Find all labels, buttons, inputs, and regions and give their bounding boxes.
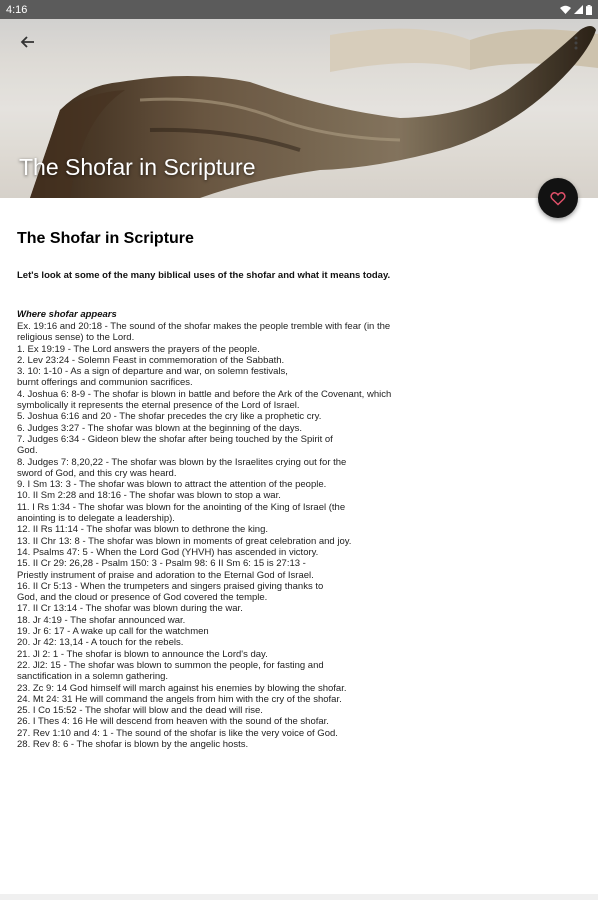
verse-line: God, and the cloud or presence of God covered the temple. <box>17 592 268 604</box>
verse-line: 15. II Cr 29: 26,28 - Psalm 150: 3 - Psalm 98: 6 II Sm 6: 15 is 27:13 - <box>17 558 306 570</box>
verse-line: 8. Judges 7: 8,20,22 - The shofar was blown by the Israelites crying out for the <box>17 456 347 468</box>
verse-line: 5. Joshua 6:16 and 20 - The shofar precedes the cry like a prophetic cry. <box>17 411 322 423</box>
verse-line: 24. Mt 24: 31 He will command the angels from him with the cry of the shofar. <box>17 693 342 705</box>
verse-line: 3. 10: 1-10 - As a sign of departure and war, on solemn festivals, <box>17 366 288 378</box>
verse-line: 17. II Cr 13:14 - The shofar was blown during the war. <box>17 603 243 615</box>
verse-line: sword of God, and this cry was heard. <box>17 467 177 479</box>
verse-line: sanctification in a solemn gathering. <box>17 671 169 683</box>
heart-outline-icon <box>550 191 566 206</box>
verse-line: 13. II Chr 13: 8 - The shofar was blown in moments of great celebration and joy. <box>17 535 352 547</box>
verse-line: 23. Zc 9: 14 God himself will march against his enemies by blowing the shofar. <box>17 682 347 694</box>
verse-line: 14. Psalms 47: 5 - When the Lord God (YHVH) has ascended in victory. <box>17 546 319 558</box>
verse-line: burnt offerings and communion sacrifices. <box>17 377 193 389</box>
more-vert-icon <box>574 36 578 50</box>
arrow-back-icon <box>19 34 35 50</box>
article-content <box>17 230 577 750</box>
verse-line: God. <box>17 445 38 457</box>
header-image <box>0 0 598 198</box>
navigation-bar <box>0 894 598 900</box>
article-title: The Shofar in Scripture <box>17 230 194 247</box>
verse-line: symbolically it represents the eternal presence of the Lord of Israel. <box>17 400 300 412</box>
verse-line: 6. Judges 3:27 - The shofar was blown at the beginning of the days. <box>17 422 303 434</box>
verse-line: religious sense) to the Lord. <box>17 332 135 344</box>
more-options-button[interactable] <box>566 31 586 55</box>
verse-line: 16. II Cr 5:13 - When the trumpeters and singers praised giving thanks to <box>17 580 324 592</box>
signal-icon <box>574 5 583 14</box>
verse-line: Ex. 19:16 and 20:18 - The sound of the shofar makes the people tremble with fear (in the <box>17 321 391 332</box>
verse-list <box>17 321 577 750</box>
verse-line: 7. Judges 6:34 - Gideon blew the shofar after being touched by the Spirit of <box>17 433 333 445</box>
verse-line: anointing is to delegate a leadership). <box>17 513 175 525</box>
verse-line: 28. Rev 8: 6 - The shofar is blown by the angelic hosts. <box>17 738 249 750</box>
status-time: 4:16 <box>6 3 28 16</box>
status-bar <box>0 0 598 19</box>
verse-line: 27. Rev 1:10 and 4: 1 - The sound of the shofar is like the very voice of God. <box>17 727 338 739</box>
battery-icon <box>586 5 592 15</box>
back-button[interactable] <box>14 29 40 55</box>
verse-line: 25. I Co 15:52 - The shofar will blow and the dead will rise. <box>17 705 263 717</box>
wifi-icon <box>560 5 571 14</box>
section-heading: Where shofar appears <box>17 309 117 320</box>
verse-line: 4. Joshua 6: 8-9 - The shofar is blown in battle and before the Ark of the Covenant, which <box>17 388 392 400</box>
header-title: The Shofar in Scripture <box>19 154 256 180</box>
verse-line: 21. Jl 2: 1 - The shofar is blown to announce the Lord's day. <box>17 648 268 660</box>
verse-line: 26. I Thes 4: 16 He will descend from heaven with the sound of the shofar. <box>17 716 329 728</box>
verse-line: 19. Jr 6: 17 - A wake up call for the watchmen <box>17 626 209 638</box>
verse-line: 12. II Rs 11:14 - The shofar was blown to dethrone the king. <box>17 524 269 536</box>
verse-line: Priestly instrument of praise and adoration to the Eternal God of Israel. <box>17 569 314 581</box>
verse-line: 10. II Sm 2:28 and 18:16 - The shofar was blown to stop a war. <box>17 490 281 502</box>
verse-line: 22. Jl2: 15 - The shofar was blown to summon the people, for fasting and <box>17 659 324 671</box>
verse-line: 1. Ex 19:19 - The Lord answers the prayers of the people. <box>17 343 260 355</box>
verse-line: 2. Lev 23:24 - Solemn Feast in commemoration of the Sabbath. <box>17 354 285 366</box>
verse-line: 11. I Rs 1:34 - The shofar was blown for the anointing of the King of Israel (the <box>17 501 346 513</box>
favorite-button[interactable] <box>538 178 578 218</box>
status-icons <box>560 5 592 15</box>
article-intro: Let's look at some of the many biblical uses of the shofar and what it means today. <box>17 270 391 281</box>
verse-line: 20. Jr 42: 13,14 - A touch for the rebels. <box>17 637 184 649</box>
verse-line: 18. Jr 4:19 - The shofar announced war. <box>17 614 186 626</box>
verse-line: 9. I Sm 13: 3 - The shofar was blown to attract the attention of the people. <box>17 479 327 491</box>
